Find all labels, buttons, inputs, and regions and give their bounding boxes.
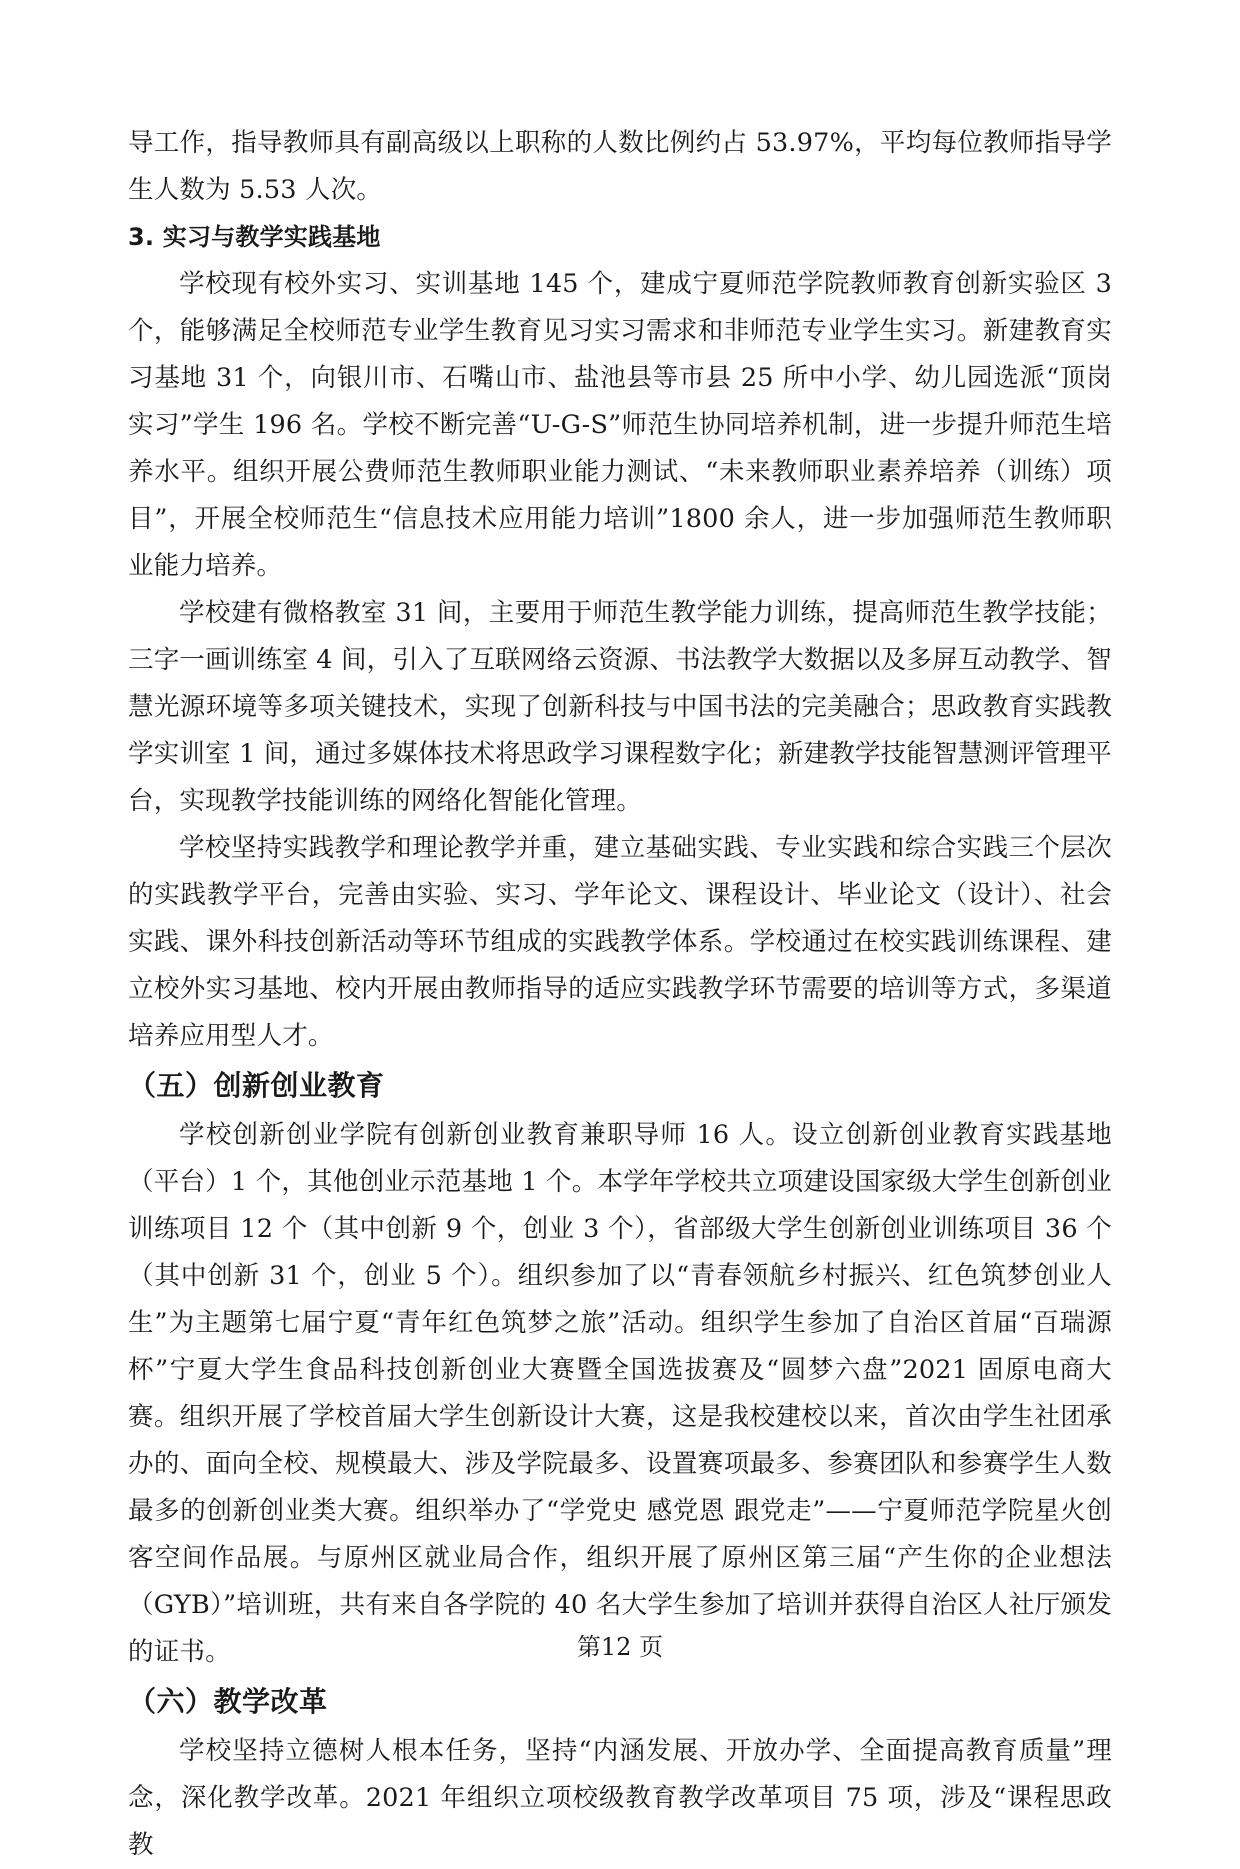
paragraph-base-1: 学校现有校外实习、实训基地 145 个，建成宁夏师范学院教师教育创新实验区 3 个，能够满足全校师范专业学生教育见习实习需求和非师范专业学生实习。新建教育实习基地 31 个，向银川市、石嘴山市、盐池县等市县 25 所中小学、幼儿园选派“顶岗实习”学生 196 名。学校不断完善“U-G-S”师范生协同培养机制，进一步提升师范生培养水平。组织开展公费师范生教师职业能力测试、“未来教师职业素养培养（训练）项目”，开展全校师范生“信息技术应用能力培训”1800 余人，进一步加强师范生教师职业能力培养。 (128, 269, 1112, 581)
page-number: 第12 页 (576, 1633, 664, 1661)
paragraph-continued: 导工作，指导教师具有副高级以上职称的人数比例约占 53.97%，平均每位教师指导学生人数为 5.53 人次。 (128, 128, 1112, 205)
paragraph-base-3: 学校坚持实践教学和理论教学并重，建立基础实践、专业实践和综合实践三个层次的实践教学平台，完善由实验、实习、学年论文、课程设计、毕业论文（设计）、社会实践、课外科技创新活动等环节组成的实践教学体系。学校通过在校实践训练课程、建立校外实习基地、校内开展由教师指导的适应实践教学环节需要的培训等方式，多渠道培养应用型人才。 (128, 833, 1112, 1051)
heading-innovation-entrepreneurship: （五）创新创业教育 (128, 1069, 385, 1102)
heading-teaching-reform: （六）教学改革 (128, 1685, 328, 1718)
page-footer (0, 1627, 1240, 1662)
heading-practice-base: 3. 实习与教学实践基地 (128, 223, 381, 251)
paragraph-innovation-1: 学校创新创业学院有创新创业教育兼职导师 16 人。设立创新创业教育实践基地（平台）1 个，其他创业示范基地 1 个。本学年学校共立项建设国家级大学生创新创业训练项目 12 个（其中创新 9 个，创业 3 个），省部级大学生创新创业训练项目 36 个（其中创新 31 个，创业 5 个）。组织参加了以“青春领航乡村振兴、红色筑梦创业人生”为主题第七届宁夏“青年红色筑梦之旅”活动。组织学生参加了自治区首届“百瑞源杯”宁夏大学生食品科技创新创业大赛暨全国选拔赛及“圆梦六盘”2021 固原电商大赛。组织开展了学校首届大学生创新设计大赛，这是我校建校以来，首次由学生社团承办的、面向全校、规模最大、涉及学院最多、设置赛项最多、参赛团队和参赛学生人数最多的创新创业类大赛。组织举办了“学党史 感党恩 跟党走”——宁夏师范学院星火创客空间作品展。与原州区就业局合作，组织开展了原州区第三届“产生你的企业想法（GYB）”培训班，共有来自各学院的 40 名大学生参加了培训并获得自治区人社厅颁发的证书。 (128, 1120, 1112, 1667)
paragraph-base-2: 学校建有微格教室 31 间，主要用于师范生教学能力训练，提高师范生教学技能；三字一画训练室 4 间，引入了互联网络云资源、书法教学大数据以及多屏互动教学、智慧光源环境等多项关键技术，实现了创新科技与中国书法的完美融合；思政教育实践教学实训室 1 间，通过多媒体技术将思政学习课程数字化；新建教学技能智慧测评管理平台，实现教学技能训练的网络化智能化管理。 (128, 598, 1112, 816)
paragraph-reform-1: 学校坚持立德树人根本任务，坚持“内涵发展、开放办学、全面提高教育质量”理念，深化教学改革。2021 年组织立项校级教育教学改革项目 75 项，涉及“课程思政教 (128, 1736, 1112, 1860)
